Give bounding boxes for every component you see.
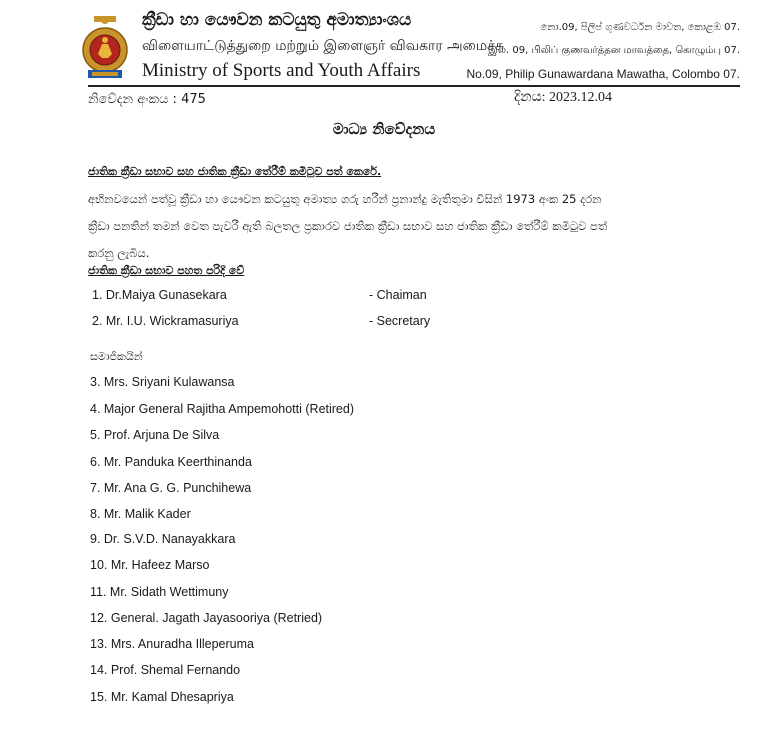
- notice-date: දිනය: 2023.12.04: [514, 90, 613, 105]
- member-list-item: 8. Mr. Malik Kader: [90, 507, 191, 521]
- officer-name: 2. Mr. I.U. Wickramasuriya: [92, 314, 239, 328]
- address-tamil: இல. 09, பிலிப் குணவர்த்தன மாவத்தை, கொழும்பு 07.: [488, 45, 740, 56]
- ministry-name-english: Ministry of Sports and Youth Affairs: [142, 60, 421, 81]
- officer-role: - Chaiman: [369, 288, 427, 302]
- address-sinhala: නො.09, පිලිප් ගුණවර්ධන මාවත, කොළඹ 07.: [540, 22, 740, 33]
- member-list-item: 10. Mr. Hafeez Marso: [90, 558, 210, 572]
- member-list-item: 13. Mrs. Anuradha Illeperuma: [90, 637, 254, 651]
- member-list-item: 5. Prof. Arjuna De Silva: [90, 428, 220, 442]
- ministry-name-sinhala: ක්‍රීඩා හා යෞවන කටයුතු අමාත්‍යාංශය: [142, 10, 412, 30]
- members-label: සමාජිකයින්: [90, 350, 143, 363]
- subheading-council: ජාතික ක්‍රීඩා සභාව පහත පරිදි වේ: [88, 264, 245, 277]
- member-list-item: 4. Major General Rajitha Ampemohotti (Retired): [90, 402, 355, 416]
- paragraph-line: අභිනවයෙන් පත්වූ ක්‍රීඩා හා යෞවන කටයුතු අමාත්‍ය ගරු හරීන් ප්‍රනාන්දු මැතිතුමා විසින් 1973 අංක 25 දරන: [88, 192, 602, 206]
- reference-number: නිවේදන අංකය : 475: [88, 92, 206, 107]
- header-divider: [88, 85, 740, 87]
- paragraph-line: ක්‍රීඩා පනතින් තමන් වෙත පැවරී ඇති බලතල ප්‍රකාරව ජාතික ක්‍රීඩා සභාව සහ ජාතික ක්‍රීඩා තේරීම් කමිටුව පත්: [88, 219, 608, 233]
- officer-name: 1. Dr.Maiya Gunasekara: [92, 288, 227, 302]
- paragraph-line: කරනු ලැබිය.: [88, 246, 150, 260]
- member-list-item: 6. Mr. Panduka Keerthinanda: [90, 455, 252, 469]
- subheading-appointment: ජාතික ක්‍රීඩා සභාව සහ ජාතික ක්‍රීඩා තේරීම් කමිටුව පත් කෙරේ.: [88, 165, 382, 178]
- member-list-item: 7. Mr. Ana G. G. Punchihewa: [90, 481, 252, 495]
- member-list-item: 3. Mrs. Sriyani Kulawansa: [90, 375, 235, 389]
- ministry-name-tamil: விளையாட்டுத்துறை மற்றும் இளைஞர் விவகார அமைச்சு: [142, 38, 505, 54]
- body-paragraph: [88, 186, 708, 267]
- member-list-item: 11. Mr. Sidath Wettimuny: [90, 585, 229, 599]
- sri-lanka-emblem-logo: [80, 14, 130, 82]
- member-list-item: 14. Prof. Shemal Fernando: [90, 663, 241, 677]
- member-list-item: 9. Dr. S.V.D. Nanayakkara: [90, 532, 236, 546]
- officer-role: - Secretary: [369, 314, 431, 328]
- member-list-item: 12. General. Jagath Jayasooriya (Retried): [90, 611, 323, 625]
- address-english: No.09, Philip Gunawardana Mawatha, Colombo 07.: [466, 67, 740, 81]
- member-list-item: 15. Mr. Kamal Dhesapriya: [90, 690, 234, 704]
- document-title: මාධ්‍ය නිවේදනය: [332, 120, 436, 138]
